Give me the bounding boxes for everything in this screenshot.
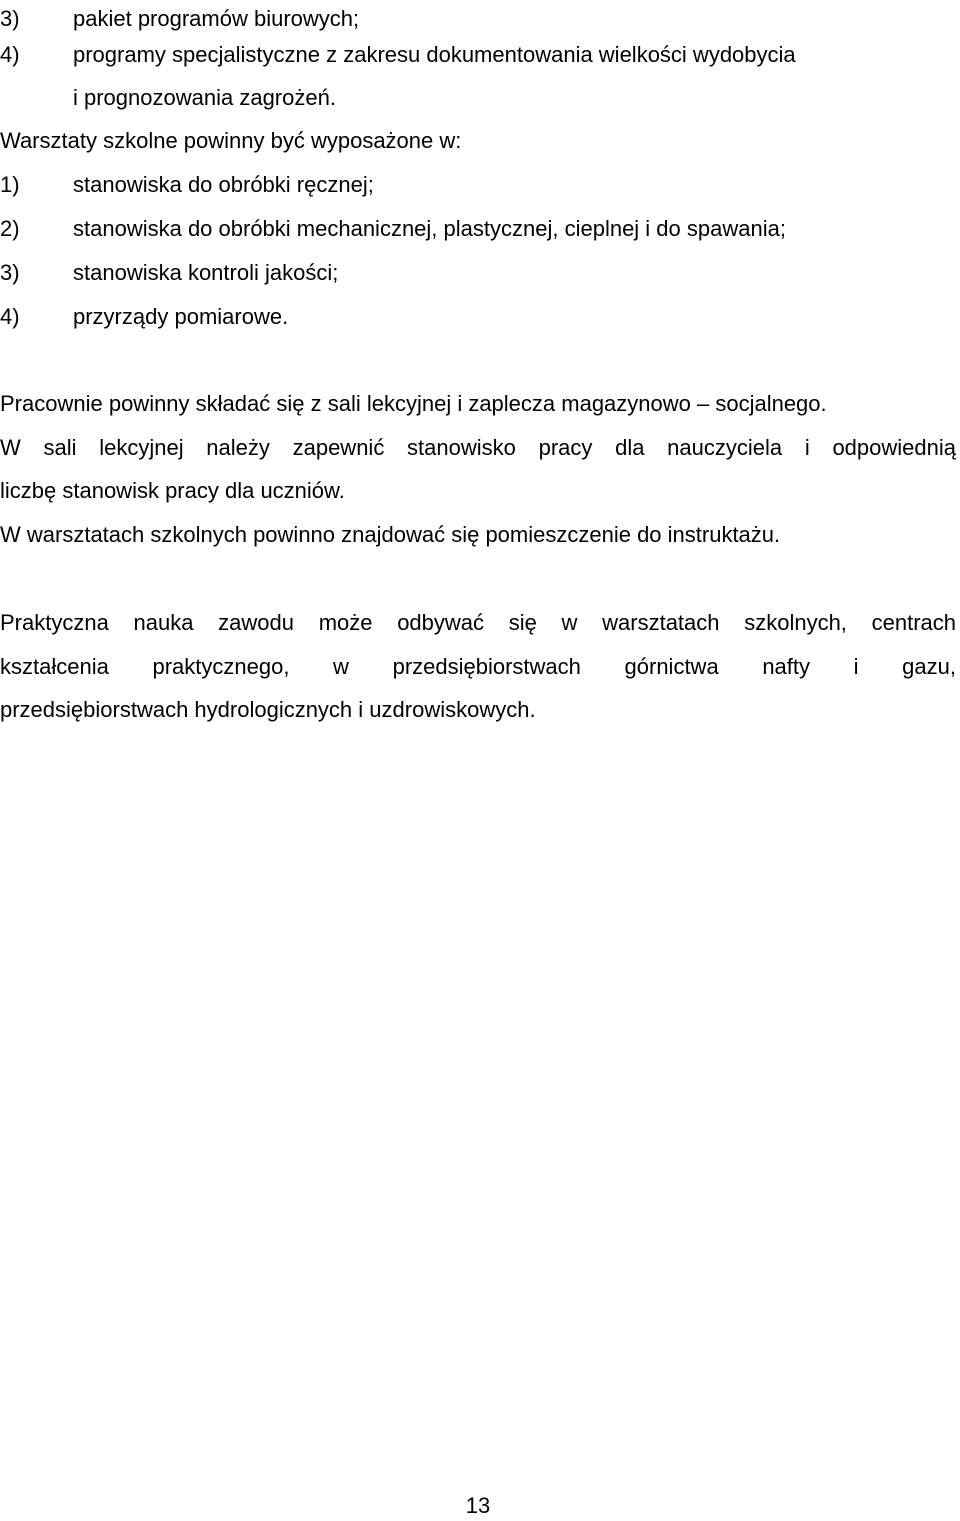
paragraph-practice-line-2: kształcenia praktycznego, w przedsiębiorstwach górnictwa nafty i gazu, xyxy=(0,654,956,679)
list-item-text: programy specjalistyczne z zakresu dokumentowania wielkości wydobycia xyxy=(73,42,796,67)
list-item xyxy=(0,302,288,332)
list-item xyxy=(0,170,374,200)
list-item-number: 3) xyxy=(0,6,20,31)
list-item xyxy=(0,214,786,244)
list-item-number: 1) xyxy=(0,172,20,197)
list-item-number: 3) xyxy=(0,260,20,285)
list-item xyxy=(0,258,338,288)
list-item-number: 4) xyxy=(0,304,20,329)
list-item-text: przyrządy pomiarowe. xyxy=(73,304,289,329)
list-item-continuation: i prognozowania zagrożeń. xyxy=(73,85,336,110)
paragraph-practice-line-1: Praktyczna nauka zawodu może odbywać się w warsztatach szkolnych, centrach xyxy=(0,610,956,635)
list-item xyxy=(0,4,359,34)
page-number: 13 xyxy=(465,1493,491,1518)
paragraph-rooms-line-1: Pracownie powinny składać się z sali lekcyjnej i zaplecza magazynowo – socjalnego. xyxy=(0,391,827,416)
workshops-intro: Warsztaty szkolne powinny być wyposażone w: xyxy=(0,128,462,153)
paragraph-practice-line-3: przedsiębiorstwach hydrologicznych i uzdrowiskowych. xyxy=(0,697,536,722)
paragraph-rooms-line-4: W warsztatach szkolnych powinno znajdować się pomieszczenie do instruktażu. xyxy=(0,522,781,547)
list-item-text: stanowiska kontroli jakości; xyxy=(73,260,339,285)
list-item-text: stanowiska do obróbki ręcznej; xyxy=(73,172,374,197)
list-item xyxy=(0,40,796,70)
list-item-text: stanowiska do obróbki mechanicznej, plastycznej, cieplnej i do spawania; xyxy=(73,216,786,241)
list-item-number: 4) xyxy=(0,42,20,67)
list-item-text: pakiet programów biurowych; xyxy=(73,6,360,31)
paragraph-rooms-line-3: liczbę stanowisk pracy dla uczniów. xyxy=(0,478,345,503)
list-item-number: 2) xyxy=(0,216,20,241)
paragraph-rooms-line-2: W sali lekcyjnej należy zapewnić stanowisko pracy dla nauczyciela i odpowiednią xyxy=(0,435,956,460)
